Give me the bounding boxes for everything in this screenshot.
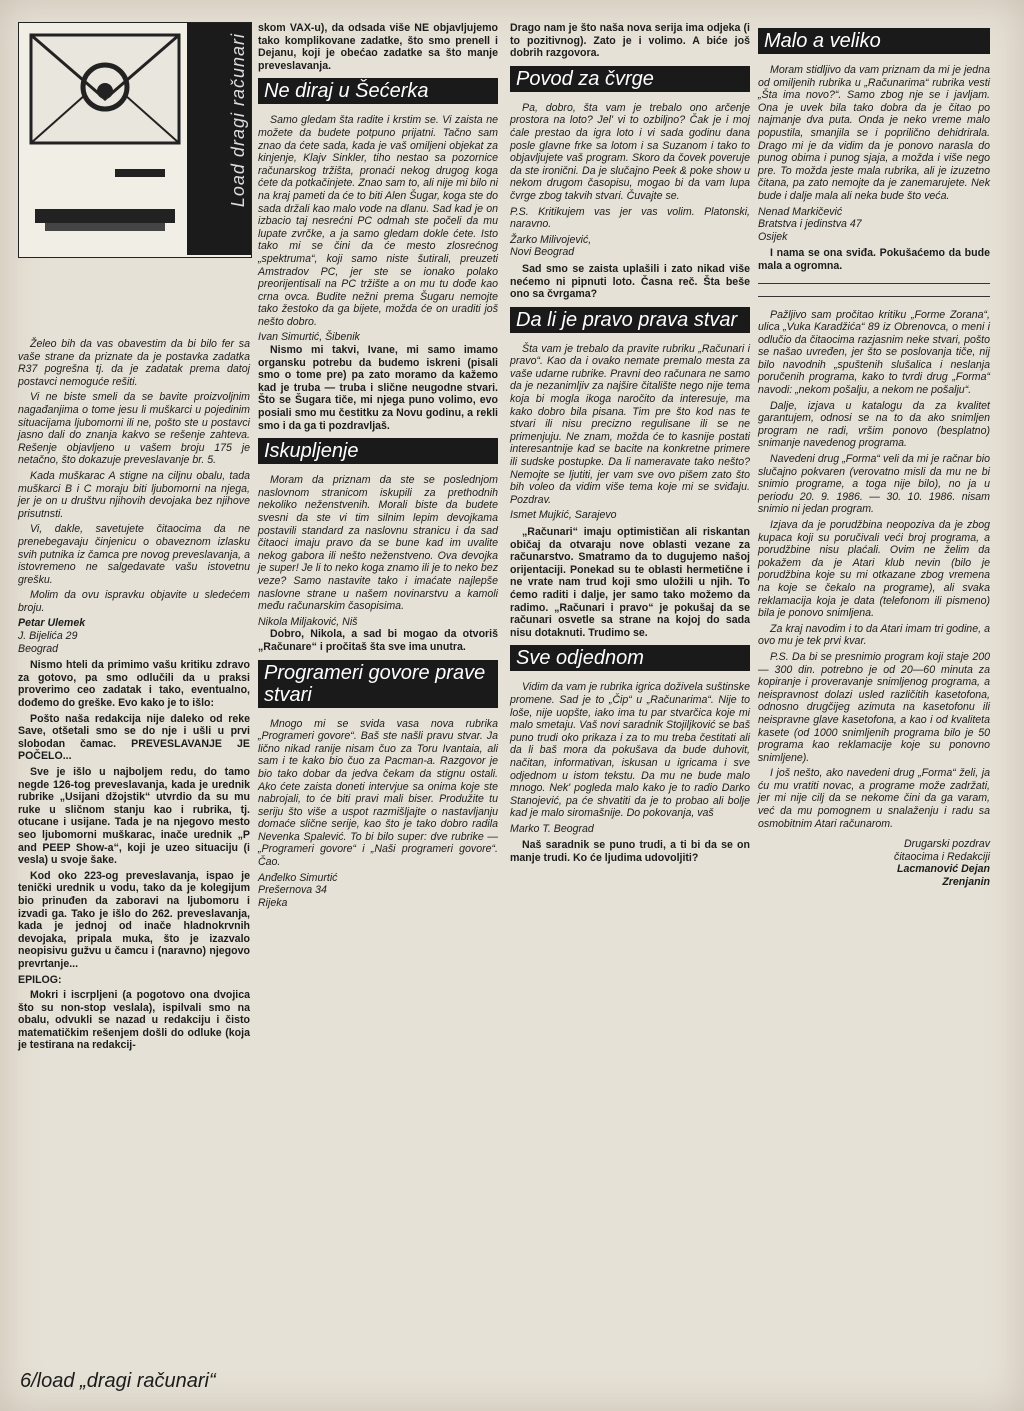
letter-paragraph: Moram da priznam da ste se poslednjom naslovnom stranicom iskupili za prethodnih nekoliko neženstvenih. Morali biste da budete svesni da ste vi tim silnim lepim devojkama postavili standard za naslovnu stranicu i da sad čitaoci imaju pravo da se bune kad im uvalite nekog gabora ili nešto neženstveno. Ova devojka je super! Je li to neko koga znamo ili je to neko bez veze? Samo nastavite tako i imaćate najlepše naslovne strane u našem novinarstvu a kamoli među računarskim časopisima. [258,474,498,613]
letter-paragraph: Za kraj navodim i to da Atari imam tri godine, a ovo mu je tek prvi kvar. [758,622,990,648]
column-3 [510,22,750,868]
signature-greeting: čitaocima i Redakciji [894,850,990,863]
letter-paragraph: Kada muškarac A stigne na ciljnu obalu, tada muškarci B i C moraju biti ljubomorni na njega, jer je on u društvu njihovih devojaka bez njihove prisutnsti. [18,469,250,520]
postscript: P.S. Kritikujem vas jer vas volim. Platonski, naravno. [510,205,750,231]
signature: Ivan Simurtić, Šibenik [258,331,360,344]
reply-paragraph: Dobro, Nikola, a sad bi mogao da otvoriš „Računare“ i pročitaš šta sve ima unutra. [258,628,498,653]
letter-paragraph: Mnogo mi se svida vasa nova rubrika „Programeri govore“. Baš ste našli pravu stvar. Ja lično nikad ranije nisam čuo za Toru Ivantaia, ali sam i te kako bio čuo za Pacman-a. Razgovor je bio tako dobar da jedva čekam da stignu ostali. Ako ćete zaista doneti intervjue sa onima koje ste nabrojali, to će biti pravi mali biser. Produžite tu seriju što više a uspot razmišljajte o nastavljanju domaće slične serije, kao što je tako dobro radila Nevenka Spalević. To bi bilo super: dve rubrike — „Programeri govore“ i „Naši programeri govore“. Čao. [258,717,498,869]
reply-paragraph: „Računari“ imaju optimističan ali riskantan običaj da otvaraju nove oblasti vezane za računarstvo. Smatramo da to dugujemo našoj orijentaciji. Ponekad su te oblasti hermetične i ne vrate nam trud koji smo uložili u njih. To ćemo raditi i dalje, jer samo tako možemo da radimo. „Računari i pravo“ je pokušaj da se računari osvetle sa strane na kojoj do sada nisu dotaknuti. Trudimo se. [510,526,750,639]
section-logo [18,22,252,258]
signature-city: Rijeka [258,896,288,909]
signature-greeting: Drugarski pozdrav [904,838,990,851]
letter-paragraph: P.S. Da bi se presnimio program koji staje 200 — 300 din. potrebno je od 20—60 minuta za kopiranje i proveravanje snimljenog programa, a neispravnost dolazi usled različitih kasetofona, odnosno drugčijeg azimuta na kasetofonu ili neispravne glave kasetofona, a kao i od kvaliteta kasete (od 1000 snimljenih programa bilo je 50 programa kao reklamacije koje su ponovno snimljene). [758,650,990,764]
letter-paragraph: Želeo bih da vas obavestim da bi bilo fer sa vaše strane da priznate da je postavka zadatka R37 pogrešna tj. da je zadatak prema datoj postavci nemoguće rešiti. [18,338,250,388]
letter-paragraph: Vi ne biste smeli da se bavite proizvoljnim nagađanjima o tome jesu li muškarci u pojedinim situacijama ljubomorni ili ne, pošto ste u postavci jasno dali do znanja kakvo se rešenje zahteva. Rešenje objavljeno u vašem broju 175 je netačno, što dokazuje preveslavanje br. 5. [18,391,250,467]
letter-paragraph: Navedeni drug „Forma“ veli da mi je račnar bio slučajno pokvaren (verovatno misli da mu ne bi snimio programe, a toga nije bilo), no ja u periodu 20. 9. 1986. — 30. 10. 1986. nisam snimio ni jedan program. [758,453,990,516]
signature-name: Petar Ulemek [18,617,86,630]
reply-paragraph: Naš saradnik se puno trudi, a ti bi da se on manje trudi. Ko će ljudima udovoljiti? [510,839,750,865]
heading-sve-odjednom: Sve odjednom [510,645,750,671]
heading-povod: Povod za čvrge [510,66,750,92]
signature: Ismet Mujkić, Sarajevo [510,509,617,522]
letter-paragraph: I još nešto, ako navedeni drug „Forma“ želi, ja ću mu vratiti novac, a programe može zadržati, jer mi nije cilj da se nekome čini da ga varam, već da mu pomognem u snalaženju i radu sa osmobitnim Atari računarom. [758,767,990,830]
signature: Nikola Miljaković, Niš [258,615,358,628]
heading-pravo: Da li je pravo prava stvar [510,307,750,333]
signature-address: Prešernova 34 [258,884,327,897]
reply-paragraph: Drago nam je što naša nova serija ima odjeka (i to pozitivnog). Zato je i volimo. A biće još dobrih razgovora. [510,22,750,60]
reply-paragraph: Nismo hteli da primimo vašu kritiku zdravo za gotovo, pa smo odlučili da u praksi proverimo ceo zadatak i tako, eventualno, dođemo do greške. Evo kako je to išlo: [18,659,250,710]
column-1 [18,22,250,1055]
signature-address: Bratstva i jedinstva 47 [758,218,862,231]
signature-name: Žarko Milivojević, [510,233,592,246]
heading-iskupljenje: Iskupljenje [258,438,498,464]
signature-city: Beograd [18,642,59,655]
letter-paragraph: Pažljivo sam pročitao kritiku „Forme Zorana“, ulica „Vuka Karadžića“ 89 iz Obrenovca, o meni i odlučio da čitaocima razjasnim neke stvari, pošto se našao uvređen, jer što se poslovanja tiče, niј bilo navodnih „spuštenih slušalica i neslanja poručenih programa, kako to tvrdi drug „Forma“ navodi: „nekom pošalju, a nekom ne pošalju“. [758,308,990,397]
column-4 [758,22,990,889]
signature-city: Osijek [758,230,788,243]
vertical-logo-text: Load dragi računari [228,33,249,208]
letter-paragraph: Vi, dakle, savetujete čitaocima da ne prenebegavaju činjenicu o obaveznom izlasku svih putnika iz čamca pre novog preveslavanja, a istovremeno ne salgedavate vašu istovetnu grešku. [18,523,250,586]
signature-city: Novi Beograd [510,246,575,259]
heading-malo-veliko: Malo a veliko [758,28,990,54]
page-footer: 6/load „dragi računari“ [20,1370,216,1392]
continued-text: skom VAX-u), da odsada više NE objavljujemo tako komplikovane zadatke, što smo prenell i Dejanu, koji je obećao zadatke sa što manje preveslavanja. [258,22,498,72]
divider [758,296,990,297]
reply-paragraph: Sad smo se zaista uplašili i zato nikad više nećemo ni pipnuti loto. Časna reč. Šta beše ono sa čvrgama? [510,262,750,301]
letter-paragraph: Dalje, izjava u katalogu da za kvalitet garantujem, odnosi se na to da ako snimljen program ne radi, vršim ponovo (besplatno) snimanje navedenog programa. [758,399,990,450]
reply-paragraph: Kod oko 223-og preveslavanja, ispao je tenički urednik u vodu, tako da je kolegijum bio prinuđen da zaboravi na ljubomoru i izvadi ga. Tako je išlo do 262. preveslavanja, kada je jednoj od inače hladnokrvnih devojaka, pripala muka, što je izazvalo neopisivu gužvu u čamcu i (naravno) njegovo prevrtanje... [18,869,250,970]
heading-ne-diraj: Ne diraj u Šećerka [258,78,498,104]
signature: Marko T. Beograd [510,822,594,835]
column-2 [258,22,498,909]
signature-name: Anđelko Simurtić [258,871,338,884]
divider [758,283,990,284]
reply-paragraph: Sve je išlo u najboljem redu, do tamo negde 126-tog preveslavanja, kada je urednik rubrike „Usijani džojstik“ utvrdio da su mu ruke u sličnom stanju kao i rubrika, tj. otucane i usijane. Tada je na njegovo mesto seo ljubomorni muškarac, inače urednik „P and PEEP Show-a“, koji je uzeo situaciju (i vesla) u svoje šake. [18,766,250,867]
reply-paragraph: Nismo mi takvi, Ivane, mi samo imamo organsku potrebu da budemo iskreni (pisali smo o tome pre) pa zato moramo da kažemo kad je truba — truba i slične neugodne stvari. Što se Šugara tiče, mi njega puno volimo, evo posiali smo mu čestitku za Novu godinu, a rekli smo i da ga ti pozdravljaš. [258,344,498,432]
letter-paragraph: Pa, dobro, šta vam je trebalo ono arčenje prostora na loto? Jel' vi to ozbiljno? Čak je i moj ćale prestao da igra loto i vi sada godinu dana posle glavne frke sa lotom i sa Suzanom i tako to objavljujete vaš program. Skoro da čovek poveruje da ste ironični. Da je slučajno Peek & poke show u nekom drugom časopisu, mogao bi da vam lupa čvrge zbog takvih stvari. Čuvajte se. [510,101,750,202]
mail-computer-illustration [25,29,185,249]
epilog-text: Mokri i iscrpljeni (a pogotovo ona dvojica što su non-stop veslala), ispilvali smo na obalu, odvukli se nazad u redakciju i čisto matematičkim rešenjem došli do odluke (koja je testirana na redakcij- [18,989,250,1052]
letter-paragraph: Moram stidljivo da vam priznam da mi je jedna od omiljenih rubrika u „Računarima“ rubrika vesti „Šta ima novo?“. Samo zbog nje se i javljam. Ona je uvek bila tako dobra da je čitao po najmanje dva puta. Onda je neko vreme malo popustila, smanjila se i popriličnо dehidrirala. Drago mi je da vidim da je ponovo narasla do punog obima i punog sjaja, a možda i više nego pre. To možda jeste mala rubrika, ali je izuzetno čitana, pa zato nemojte da je zanemarujete. Nek bude i dalje mala ali neka bude što veća. [758,64,990,202]
signature-city: Zrenjanin [942,876,990,889]
signature-name: Nenad Markičević [758,205,843,218]
letter-paragraph: Molim da ovu ispravku objavite u sledećem broju. [18,589,250,614]
signature-name: Lacmanović Dejan [896,863,990,876]
letter-paragraph: Šta vam je trebalo da pravite rubriku „Računari i pravo“. Kao da i ovako nemate premalo mesta za vaše udarne rubrike. Pravni deo računara ne samo da je nezanimljiv za najšire čitalište nego nije tema koja bi mogla ikoga naročito da interesuje, ma kako dobro bila pisana. Tim pre što kod nas te stvari ili nisu precizno regulisane ili se ne primenjuju. Ne znam, možda će to kasnije postati interesantnije kad se bacite na konkretne primere ili sudske postupke. Da li nameravate tako nešto? Nemojte se ljutiti, jer vam sve ovo pišem zato što bih voleo da vidim više tema koje mi se sviđaju. Pozdrav. [510,342,750,506]
signature-block [758,838,990,888]
epilog-label: EPILOG: [18,973,62,986]
reply-paragraph: I nama se ona sviđa. Pokušaćemo da bude mala a ogromna. [758,247,990,272]
heading-programeri: Programeri govore prave stvari [258,660,498,708]
letter-paragraph: Samo gledam šta radite i krstim se. Vi zaista ne možete da budete potpuno prijatni. Tačno sam znao da ćete sada, kada je vaš omiljeni objekat za kinjenje, Klajv Sinkler, tiho nestao sa pozornice računarskog tržišta, pronaći nekog drugog koga ćete da potkačinjete. Znao sam to, ali nije mi bilo ni na kraj pameti da će to biti Alen Šugar, koga ste do sada držali kao malo vode na dlanu. Sad kad je on izbacio taj nesrećni PC odmah ste počeli da mu lupate zvrčke, a ja samo gledam dokle ćete. Isto tako mi se čini da će mesto zlosrećnog „spektruma“, koji samo niste šutirali, preuzeti Amstradov PC, jer ste se ionako polako preorijentisali na PC tržište a on mu tu dođe kao crna ovca. Budite nežni prema Šugaru nemojte tako žestoko da ga bijete, možda će on uraditi još nešto dobro. [258,114,498,328]
letter-paragraph: Izjava da je porudžbina neopoziva da je zbog kupaca koji su poručivali veći broj programa, a porudžbine nisu plaćali. Ovim ne želim da pokažem da je Atari klub nevin (bilo je porudžbina koje su mi otkazane zbog vremena na koje se čekalo na programe), ali svaka reklamacija koja je data (telefonom ili pismeno) bila je ponovo snimljena. [758,519,990,620]
reply-paragraph: Pošto naša redakcija nije daleko od reke Save, otšetali smo se do nje i ušli u prvi slobodan čamac. PREVESLAVANJE JE POČELO... [18,712,250,763]
letter-paragraph: Vidim da vam je rubrika igrica doživela suštinske promene. Sad je to „Čip“ u „Računarima“. Nije to loše, nije uopšte, iako ima tu par stvarčica koje mi malo smetaju. Vaš novi saradnik Stojiljković se baš puno trudi oko prikaza i za to mu treba čestitati ali da li baš mora da pokušava da bude duhovit, načitan, informativan, iskusan u igricama i sve odjednom u istom tekstu. Da mu ne bude malo mnogo. Nek' pogleda malo kako je to radio Darko Stanojević, pa će shvatiti da je to probao ali bolje kad je malo siromašnije. Do pokovanja, vaš [510,681,750,820]
signature-address: J. Bijelića 29 [18,630,78,643]
